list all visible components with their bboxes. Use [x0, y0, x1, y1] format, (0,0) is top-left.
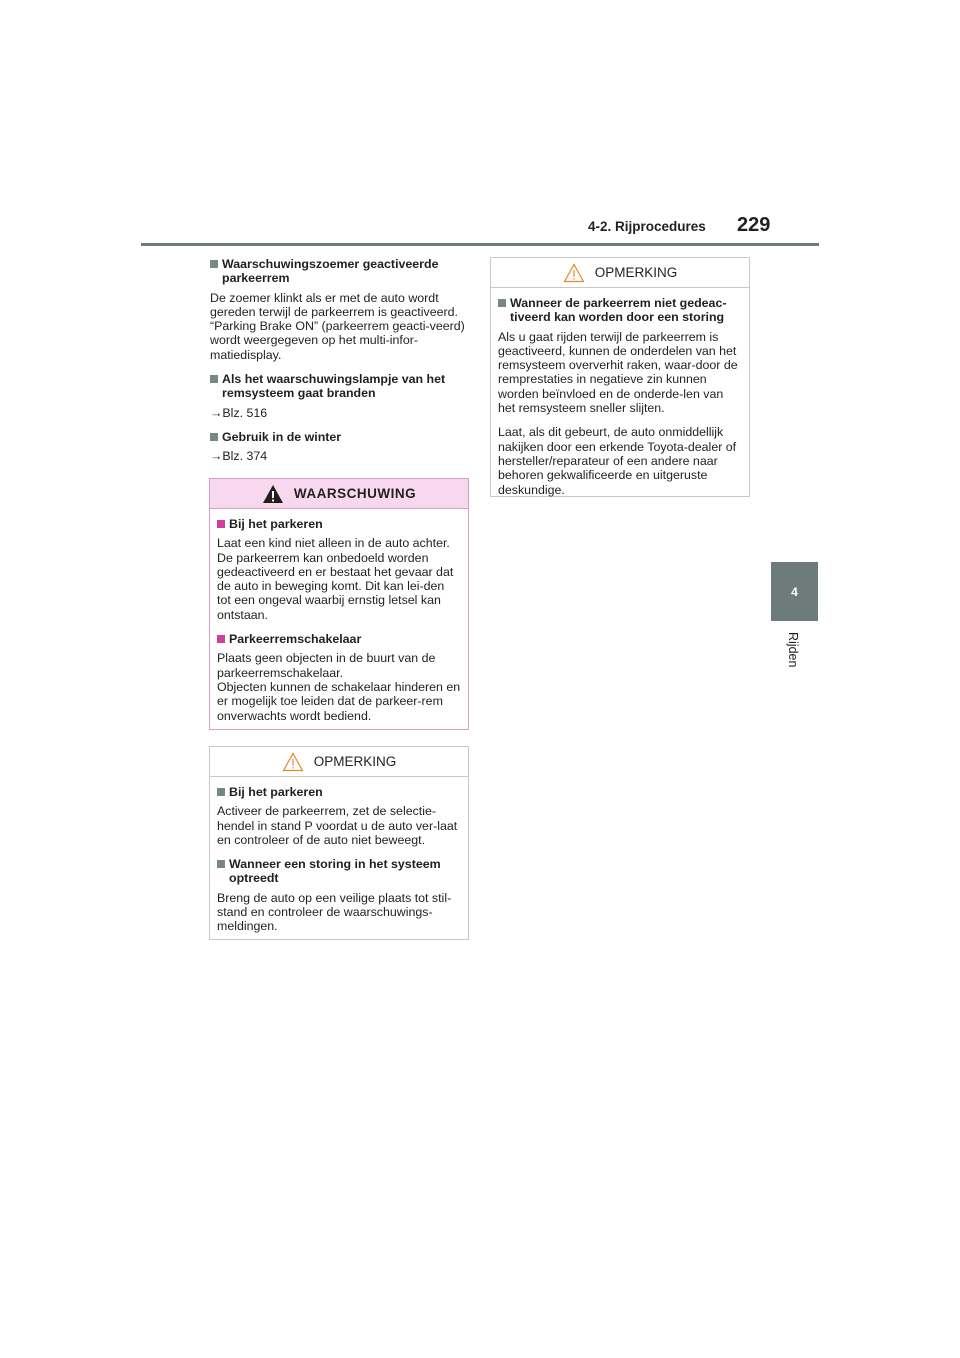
note-box-title: OPMERKING [313, 754, 397, 769]
bullet-square-icon [217, 520, 225, 528]
chapter-number: 4 [791, 584, 798, 599]
item-body: Als u gaat rijden terwijl de parkeerrem is geactiveerd, kunnen de onderdelen van het remsysteem oververhit raken, waar-door de remprestaties in negatieve zin kunnen worden beïnvloed en de onderde-len van het remsysteem sneller slijten. [498, 329, 738, 416]
bullet-square-icon [217, 860, 225, 868]
page-number: 229 [737, 214, 771, 236]
warning-triangle-icon [262, 484, 284, 504]
item-heading: Bij het parkeren [217, 517, 461, 531]
note-box-title: OPMERKING [594, 265, 678, 280]
chapter-label: Rijden [786, 632, 800, 668]
warning-box [209, 478, 469, 730]
item-body: De zoemer klinkt als er met de auto wordt gereden terwijl de parkeerrem is geactiveerd. “Parking Brake ON” (parkeerrem geacti-veerd) wordt weergegeven op het multi-infor-matiedisplay. [210, 290, 465, 362]
warning-box-title: WAARSCHUWING [293, 486, 417, 501]
header-divider [141, 243, 819, 246]
item-heading: Als het waarschuwingslampje van het remsysteem gaat branden [210, 372, 468, 401]
item-heading: Waarschuwingszoemer geactiveerde parkeerrem [210, 257, 468, 286]
note-box-header [210, 747, 468, 777]
item-heading: Bij het parkeren [217, 785, 461, 799]
item-heading: Wanneer een storing in het systeem optreedt [217, 857, 461, 886]
bullet-square-icon [217, 788, 225, 796]
caution-triangle-icon [282, 752, 304, 772]
note-box-header [491, 258, 749, 288]
item-body: Laat, als dit gebeurt, de auto onmiddellijk nakijken door een erkende Toyota-dealer of hersteller/reparateur of een andere naar behoren gekwalificeerde en uitgeruste deskundige. [498, 425, 737, 497]
page-reference: →Blz. 516 [210, 405, 268, 420]
note-box [490, 257, 750, 497]
note-box [209, 746, 469, 940]
item-heading: Wanneer de parkeerrem niet gedeac-tiveerd kan worden door een storing [498, 296, 742, 325]
item-heading: Parkeerremschakelaar [217, 632, 461, 646]
item-heading: Gebruik in de winter [210, 430, 468, 444]
warning-box-header [210, 479, 468, 509]
item-body: Activeer de parkeerrem, zet de selectie-hendel in stand P voordat u de auto ver-laat en controleer of de auto niet beweegt. [217, 804, 458, 847]
caution-triangle-icon [563, 263, 585, 283]
item-body: Plaats geen objecten in de buurt van de parkeerremschakelaar. Objecten kunnen de schakelaar hinderen en er mogelijk toe leiden dat de parkeer-rem onverwachts wordt bediend. [217, 651, 461, 723]
bullet-square-icon [217, 635, 225, 643]
left-column [210, 257, 468, 474]
bullet-square-icon [210, 260, 218, 268]
bullet-square-icon [210, 375, 218, 383]
chapter-tab [771, 562, 818, 621]
page-reference: →Blz. 374 [210, 449, 268, 464]
item-body: Breng de auto op een veilige plaats tot stil-stand en controleer de waarschuwings-meldingen. [217, 890, 452, 934]
item-body: Laat een kind niet alleen in de auto achter. De parkeerrem kan onbedoeld worden gedeactiveerd en er bestaat het gevaar dat de auto in beweging komt. Dit kan lei-den tot een ongeval waarbij ernstig letsel kan ontstaan. [217, 536, 454, 622]
bullet-square-icon [498, 299, 506, 307]
bullet-square-icon [210, 433, 218, 441]
section-title: 4-2. Rijprocedures [588, 219, 706, 234]
